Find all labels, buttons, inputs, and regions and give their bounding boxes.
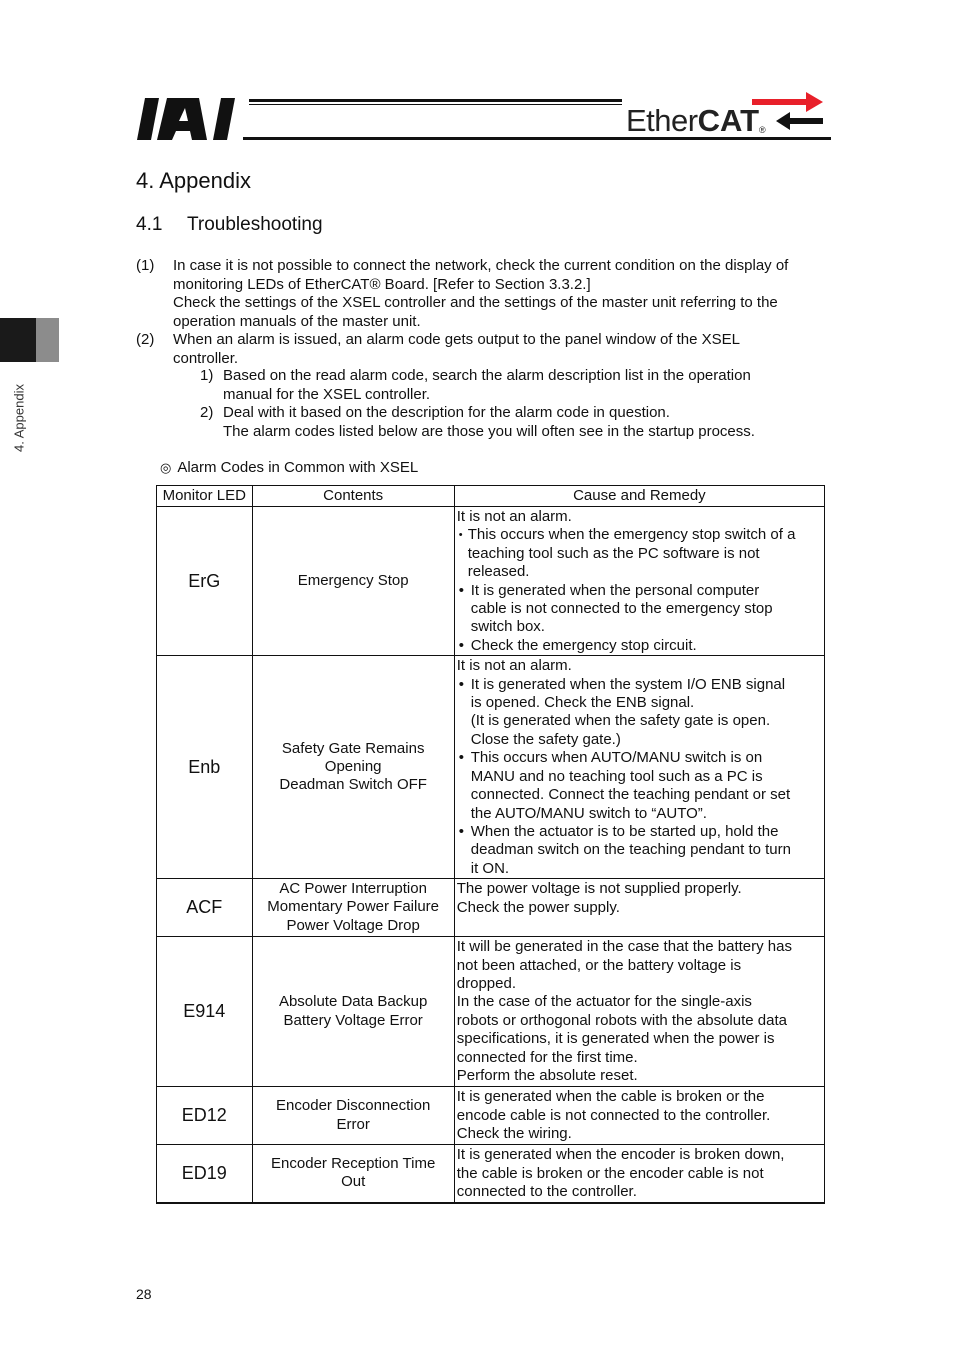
bullet-item: • This occurs when the emergency stop switch of a teaching tool such as the PC software is not released. [458,526,796,581]
instruction-line: Deal with it based on the description for the alarm code in question. [223,404,670,421]
ethercat-logo-text: EtherCAT® [626,103,766,138]
bullet-item: • When the actuator is to be started up, hold the deadman switch on the teaching pendant to turn it ON. [458,822,791,877]
instruction-line: controller. [173,349,239,367]
monitor-led-code: E914 [157,937,253,1087]
section-title [136,214,323,236]
monitor-led-code: ErG [157,507,253,656]
page-number: 28 [136,1286,152,1302]
monitor-led-code: ED12 [157,1087,253,1145]
alarm-code-table [156,485,825,1204]
header-rule-top [249,99,622,102]
bullet-item: • It is generated when the personal computer cable is not connected to the emergency stop switch box. [458,581,773,636]
cause-remedy-cell: It will be generated in the case that the battery has not been attached, or the battery voltage is dropped. In the case of the actuator for the single-axis robots or orthogonal robots with the absolute data specifications, it is generated when the power is connected for the first time. Perform the absolute reset. [454,937,824,1087]
cause-remedy-cell: The power voltage is not supplied properly. Check the power supply. [454,879,824,937]
monitor-led-code: Enb [157,656,253,879]
contents-cell: AC Power Interruption Momentary Power Failure Power Voltage Drop [252,879,454,937]
section-number: 4.1 [136,214,163,235]
column-header-cause-remedy: Cause and Remedy [454,486,824,507]
table-row [157,656,825,879]
instruction-line: The alarm codes listed below are those you will often see in the startup process. [223,422,755,440]
header-rule-top-thin [249,104,622,105]
cause-remedy-cell: It is generated when the cable is broken or the encode cable is not connected to the controller. Check the wiring. [454,1087,824,1145]
instruction-subitem-1: 1) Based on the read alarm code, search the alarm description list in the operation manual for the XSEL controller. [200,367,751,403]
side-tab-label: 4. Appendix [11,384,27,452]
instruction-line: When an alarm is issued, an alarm code gets output to the panel window of the XSEL [173,331,740,348]
instruction-line: operation manuals of the master unit. [173,312,421,330]
instruction-item-1: (1) In case it is not possible to connect the network, check the current condition on the display of monitoring LEDs of EtherCAT® Board. [Refer to Section 3.3.2.] Check the settings of the XSEL controller and the settings of the master unit referring to the operation manuals of the master unit. [136,257,789,330]
instruction-subitem-2: 2) Deal with it based on the description for the alarm code in question. The alarm codes listed below are those you will often see in the startup process. [200,404,755,440]
contents-cell: Encoder Disconnection Error [252,1087,454,1145]
column-header-contents: Contents [252,486,454,507]
column-header-monitor-led: Monitor LED [157,486,253,507]
instruction-line: In case it is not possible to connect the network, check the current condition on the display of [173,257,789,274]
contents-cell: Absolute Data Backup Battery Voltage Error [252,937,454,1087]
instruction-line: Based on the read alarm code, search the alarm description list in the operation [223,367,751,384]
instruction-line: Check the settings of the XSEL controller and the settings of the master unit referring to the [173,294,778,311]
section-title-text: Troubleshooting [187,214,323,235]
monitor-led-code: ED19 [157,1145,253,1203]
bullet-item: • This occurs when AUTO/MANU switch is on MANU and no teaching tool such as a PC is connected. Connect the teaching pendant or set the AUTO/MANU switch to “AUTO”. [458,749,791,822]
table-row [157,937,825,1087]
contents-cell: Safety Gate Remains Opening Deadman Switch OFF [252,656,454,879]
instruction-item-2: (2) When an alarm is issued, an alarm code gets output to the panel window of the XSEL controller. [136,331,740,367]
cause-remedy-cell: It is generated when the encoder is broken down, the cable is broken or the encoder cable is not connected to the controller. [454,1145,824,1203]
table-row [157,879,825,937]
table-row [157,1087,825,1145]
side-tab-marker [0,318,36,362]
instruction-line: monitoring LEDs of EtherCAT® Board. [Refer to Section 3.3.2.] [173,275,591,293]
double-circle-icon: ◎ [160,460,172,475]
chapter-title: 4. Appendix [136,168,251,193]
table-row [157,507,825,656]
table-row [157,1145,825,1203]
iai-logo [137,98,243,140]
side-tab-marker-light [36,318,59,362]
monitor-led-code: ACF [157,879,253,937]
contents-cell: Encoder Reception Time Out [252,1145,454,1203]
instruction-line: manual for the XSEL controller. [223,385,431,403]
cause-remedy-cell: It is not an alarm. • This occurs when the emergency stop switch of a teaching tool such as the PC software is not released. • It is generated when the personal computer cable is not connected to the emergency stop switch box. • Check the emergency stop circuit. [454,507,824,656]
contents-cell: Emergency Stop [252,507,454,656]
bullet-item: • It is generated when the system I/O ENB signal is opened. Check the ENB signal. (It is generated when the safety gate is open. Close the safety gate.) [458,675,786,748]
table-caption [160,459,418,476]
table-caption-text: Alarm Codes in Common with XSEL [177,459,419,476]
table-header-row [157,486,825,507]
bullet-item: • Check the emergency stop circuit. [458,636,697,654]
cause-remedy-cell: It is not an alarm. • It is generated when the system I/O ENB signal is opened. Check the ENB signal. (It is generated when the safety gate is open. Close the safety gate.) • This occurs when AUTO/MANU switch is on MANU and no teaching tool such as a PC is connected. Connect the teaching pendant or set the AUTO/MANU switch to “AUTO”. • When the actuator is to be started up, hold the deadman switch on the teaching pendant to turn it ON. [454,656,824,879]
